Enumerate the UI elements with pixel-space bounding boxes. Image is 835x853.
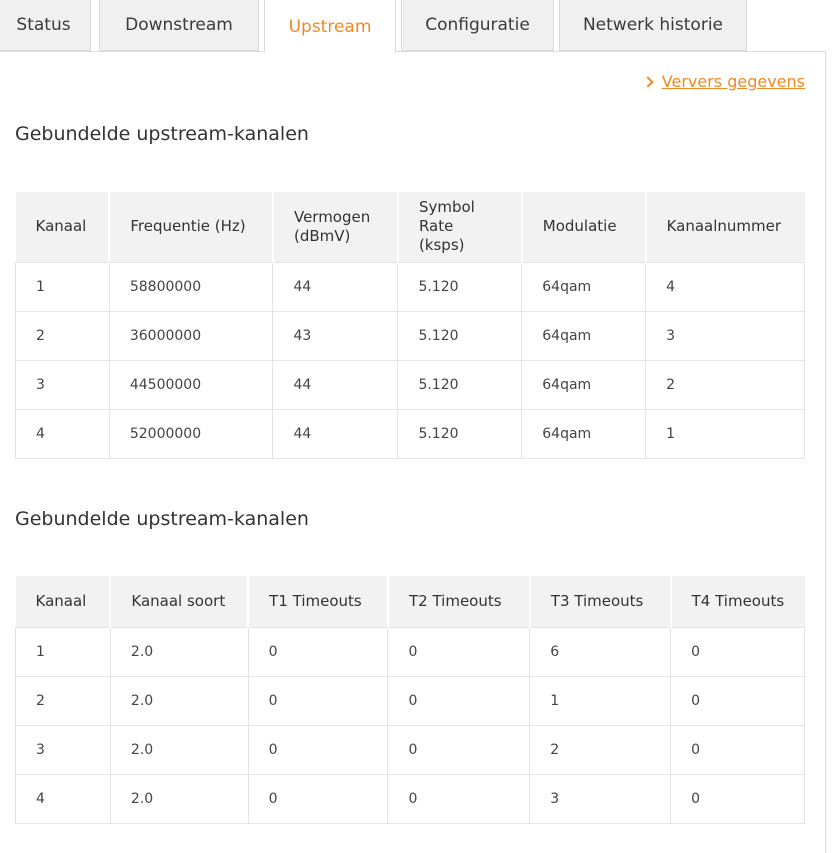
cell: 1 — [16, 262, 110, 311]
cell: 1 — [16, 627, 111, 676]
cell: 2.0 — [110, 627, 248, 676]
cell: 3 — [530, 774, 671, 823]
tab-bar — [0, 0, 835, 52]
cell: 64qam — [522, 311, 646, 360]
header-frequentie: Frequentie (Hz) — [109, 192, 273, 262]
table-row — [16, 774, 805, 823]
header-modulatie: Modulatie — [522, 192, 646, 262]
header-t3-timeouts: T3 Timeouts — [530, 576, 671, 627]
tab-upstream[interactable]: Upstream — [264, 0, 396, 53]
cell: 44 — [273, 360, 398, 409]
cell: 52000000 — [109, 409, 273, 458]
tab-configuratie[interactable]: Configuratie — [401, 0, 554, 51]
header-t1-timeouts: T1 Timeouts — [248, 576, 388, 627]
cell: 2 — [646, 360, 805, 409]
cell: 44 — [273, 262, 398, 311]
table1-title: Gebundelde upstream-kanalen — [15, 123, 309, 145]
cell: 0 — [388, 774, 530, 823]
header-t4-timeouts: T4 Timeouts — [671, 576, 805, 627]
cell: 64qam — [522, 360, 646, 409]
header-t2-timeouts: T2 Timeouts — [388, 576, 530, 627]
table-row — [16, 409, 805, 458]
cell: 4 — [16, 409, 110, 458]
table-row — [16, 262, 805, 311]
cell: 64qam — [522, 409, 646, 458]
tab-netwerk-historie[interactable]: Netwerk historie — [559, 0, 747, 51]
cell: 2.0 — [110, 774, 248, 823]
cell: 0 — [388, 725, 530, 774]
cell: 5.120 — [398, 409, 522, 458]
cell: 43 — [273, 311, 398, 360]
cell: 4 — [16, 774, 111, 823]
refresh-link[interactable] — [644, 72, 805, 91]
cell: 0 — [671, 774, 805, 823]
cell: 5.120 — [398, 311, 522, 360]
cell: 0 — [671, 676, 805, 725]
cell: 0 — [248, 676, 388, 725]
chevron-right-icon — [642, 76, 653, 87]
header-kanaal: Kanaal — [16, 192, 110, 262]
cell: 0 — [248, 774, 388, 823]
cell: 0 — [388, 676, 530, 725]
table-row — [16, 725, 805, 774]
table-row — [16, 627, 805, 676]
cell: 44 — [273, 409, 398, 458]
table-header-row — [16, 576, 805, 627]
header-kanaal-soort: Kanaal soort — [110, 576, 248, 627]
cell: 5.120 — [398, 262, 522, 311]
table2-title: Gebundelde upstream-kanalen — [15, 508, 309, 530]
cell: 2 — [16, 311, 110, 360]
cell: 64qam — [522, 262, 646, 311]
cell: 3 — [16, 725, 111, 774]
header-kanaalnummer: Kanaalnummer — [646, 192, 805, 262]
upstream-channels-table — [15, 192, 805, 459]
tab-downstream[interactable]: Downstream — [99, 0, 259, 51]
refresh-label: Ververs gegevens — [661, 72, 805, 91]
cell: 2 — [530, 725, 671, 774]
table-row — [16, 360, 805, 409]
cell: 44500000 — [109, 360, 273, 409]
cell: 0 — [388, 627, 530, 676]
cell: 2 — [16, 676, 111, 725]
cell: 0 — [671, 627, 805, 676]
cell: 3 — [646, 311, 805, 360]
table-row — [16, 311, 805, 360]
cell: 6 — [530, 627, 671, 676]
cell: 0 — [248, 725, 388, 774]
cell: 2.0 — [110, 725, 248, 774]
cell: 5.120 — [398, 360, 522, 409]
cell: 36000000 — [109, 311, 273, 360]
cell: 1 — [646, 409, 805, 458]
cell: 3 — [16, 360, 110, 409]
cell: 0 — [248, 627, 388, 676]
cell: 4 — [646, 262, 805, 311]
table-header-row — [16, 192, 805, 262]
upstream-timeouts-table — [15, 576, 805, 824]
cell: 1 — [530, 676, 671, 725]
cell: 2.0 — [110, 676, 248, 725]
header-kanaal: Kanaal — [16, 576, 111, 627]
cell: 58800000 — [109, 262, 273, 311]
tab-status[interactable]: Status — [0, 0, 91, 51]
cell: 0 — [671, 725, 805, 774]
header-symbol-rate: Symbol Rate (ksps) — [398, 192, 522, 262]
table-row — [16, 676, 805, 725]
header-vermogen: Vermogen (dBmV) — [273, 192, 398, 262]
